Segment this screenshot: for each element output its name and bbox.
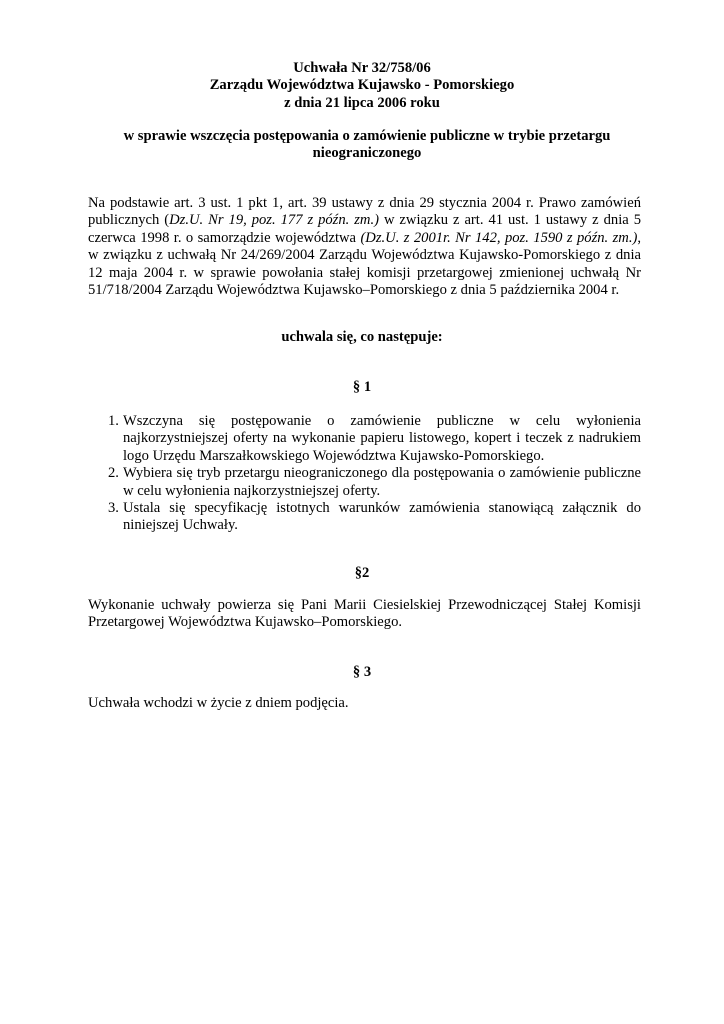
legal-basis-text-3: , w związku z uchwałą Nr 24/269/2004 Zarządu Województwa Kujawsko-Pomorskiego z dnia 12 maja 2004 r. w sprawie powołania stałej komisji przetargowej zmienionej uchwałą Nr 51/718/2004 Zarządu Województwa Kujawsko–Pomorskiego z dnia 5 października 2004 r.	[88, 229, 641, 299]
section-2-text: Wykonanie uchwały powierza się Pani Marii Ciesielskiej Przewodniczącej Stałej Komisji Przetargowej Województwa Kujawsko–Pomorskiego.	[88, 597, 641, 631]
document-title	[0, 60, 724, 112]
list-item-text: Ustala się specyfikację istotnych warunków zamówienia stanowiącą załącznik do niniejszej Uchwały.	[123, 500, 641, 534]
list-item-text: Wszczyna się postępowanie o zamówienie publiczne w celu wyłonienia najkorzystniejszej oferty na wykonanie papieru listowego, kopert i teczek z nadrukiem logo Urzędu Marszałkowskiego Województwa Kujawsko-Pomorskiego.	[123, 413, 641, 464]
section-3-text: Uchwała wchodzi w życie z dniem podjęcia.	[88, 695, 349, 711]
legal-basis-text-1: Na podstawie art. 3 ust. 1 pkt 1, art. 39 ustawy z dnia 29 stycznia 2004 r. Prawo zamówień publicznych (	[88, 195, 641, 229]
resolves-heading: uchwala się, co następuje:	[281, 329, 443, 345]
list-item	[88, 413, 641, 465]
list-item-number: 3.	[108, 500, 119, 517]
resolution-subject	[90, 128, 644, 163]
resolution-date: z dnia 21 lipca 2006 roku	[284, 94, 440, 111]
section-1-heading: § 1	[352, 379, 372, 395]
legal-basis-text-2: w związku z art. 41 ust. 1 ustawy z dnia 5 czerwca 1998 r. o samorządzie województwa	[88, 212, 641, 246]
list-item	[88, 500, 641, 535]
list-item	[88, 465, 641, 500]
legal-basis-citation-2: (Dz.U. z 2001r. Nr 142, poz. 1590 z późn. zm.)	[360, 229, 638, 246]
issuing-body: Zarządu Województwa Kujawsko - Pomorskiego	[209, 77, 515, 94]
section-2-heading: §2	[354, 565, 370, 581]
list-item-number: 2.	[108, 465, 119, 482]
list-item-text: Wybiera się tryb przetargu nieograniczonego dla postępowania o zamówienie publiczne w celu wyłonienia najkorzystniejszej oferty.	[123, 465, 641, 499]
section-3-heading: § 3	[352, 664, 372, 680]
legal-basis-citation-1: Dz.U. Nr 19, poz. 177 z późn. zm.)	[169, 212, 379, 229]
list-item-number: 1.	[108, 413, 119, 429]
resolution-number: Uchwała Nr 32/758/06	[293, 60, 431, 76]
subject-line-2: nieograniczonego	[312, 145, 422, 162]
legal-basis-paragraph	[88, 195, 641, 299]
section-1-list	[88, 413, 641, 535]
subject-line-1: w sprawie wszczęcia postępowania o zamówienie publiczne w trybie przetargu	[123, 128, 611, 144]
